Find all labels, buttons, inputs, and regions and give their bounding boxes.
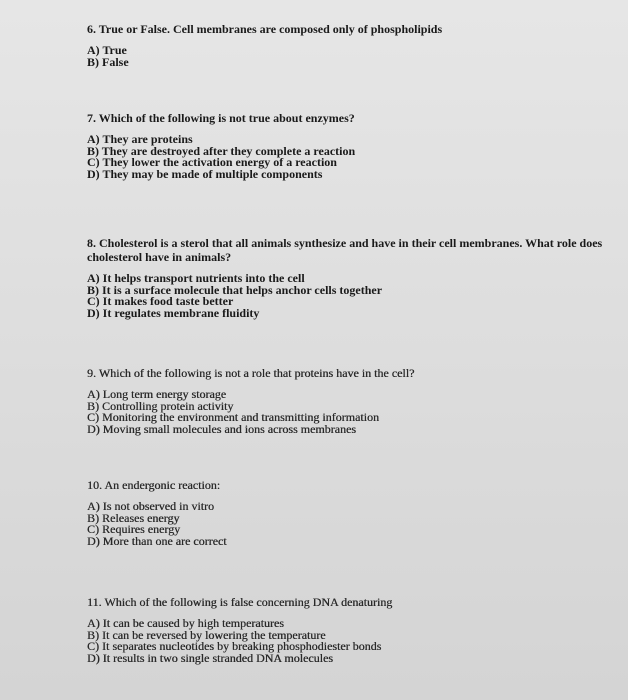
question-7-options [87, 134, 607, 180]
question-7-option-c: C) They lower the activation energy of a reaction [87, 155, 337, 169]
question-9 [87, 366, 607, 435]
question-6-options [87, 45, 607, 68]
question-9-option-c: C) Monitoring the environment and transmitting information [87, 410, 379, 424]
question-11-option-a: A) It can be caused by high temperatures [87, 616, 284, 630]
question-11-stem: 11. Which of the following is false concerning DNA denaturing [87, 595, 393, 609]
question-8-stem: 8. Cholesterol is a sterol that all animals synthesize and have in their cell membranes. What role does cholesterol have in animals? [87, 236, 603, 264]
question-10-stem: 10. An endergonic reaction: [87, 478, 221, 492]
question-8-option-b: B) It is a surface molecule that helps anchor cells together [87, 282, 383, 297]
question-11-option-c: C) It separates nucleotides by breaking phosphodiester bonds [87, 639, 382, 653]
question-11-option-d: D) It results in two single stranded DNA molecules [87, 650, 333, 665]
question-7 [87, 111, 607, 180]
question-9-option-b: B) Controlling protein activity [87, 398, 234, 413]
question-10-option-b: B) Releases energy [87, 510, 180, 525]
question-10-option-d: D) More than one are correct [87, 533, 227, 548]
question-10 [87, 478, 607, 547]
question-11 [87, 595, 607, 664]
question-9-stem: 9. Which of the following is not a role that proteins have in the cell? [87, 366, 415, 380]
question-11-options [87, 618, 607, 664]
question-7-option-d: D) They may be made of multiple components [87, 166, 323, 181]
question-6 [87, 22, 607, 68]
question-9-option-d: D) Moving small molecules and ions across membranes [87, 421, 356, 436]
question-8-option-d: D) It regulates membrane fluidity [87, 305, 260, 320]
question-8-option-a: A) It helps transport nutrients into the cell [87, 271, 305, 285]
question-8 [87, 236, 607, 319]
question-6-stem: 6. True or False. Cell membranes are composed only of phospholipids [87, 22, 443, 36]
question-9-options [87, 389, 607, 435]
question-8-options [87, 273, 607, 319]
question-9-option-a: A) Long term energy storage [87, 387, 227, 401]
question-6-option-b: B) False [87, 54, 129, 69]
question-7-stem: 7. Which of the following is not true about enzymes? [87, 111, 355, 125]
question-6-option-a: A) True [87, 43, 127, 57]
question-7-option-b: B) They are destroyed after they complete a reaction [87, 143, 356, 158]
question-10-option-c: C) Requires energy [87, 522, 181, 536]
question-7-option-a: A) They are proteins [87, 132, 193, 146]
question-10-options [87, 501, 607, 547]
question-11-option-b: B) It can be reversed by lowering the temperature [87, 627, 326, 642]
question-10-option-a: A) Is not observed in vitro [87, 499, 214, 513]
question-8-option-c: C) It makes food taste better [87, 294, 234, 308]
